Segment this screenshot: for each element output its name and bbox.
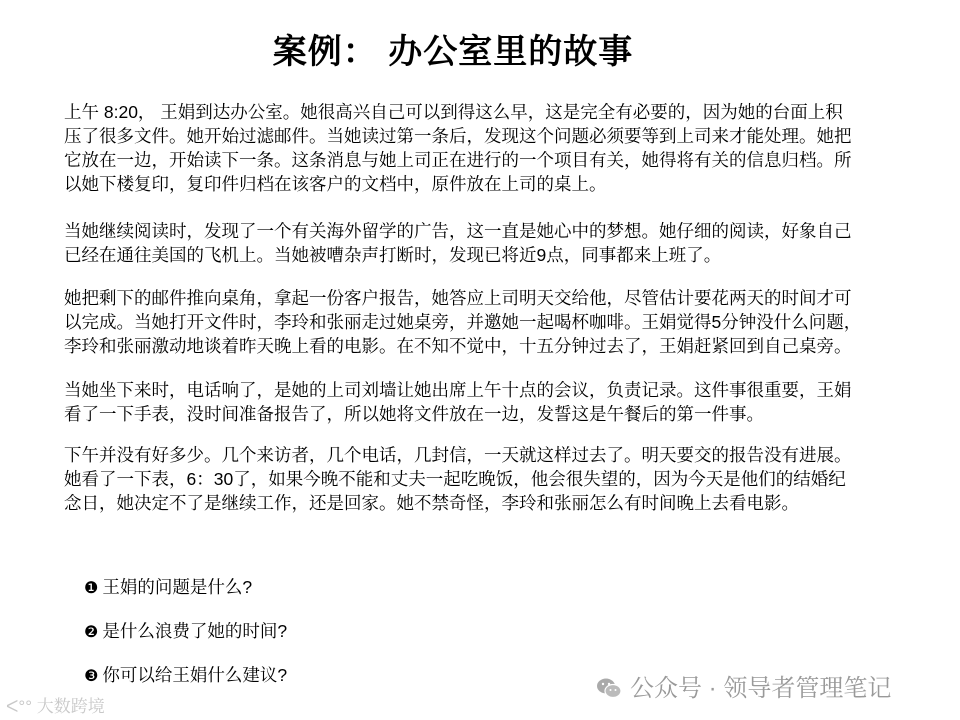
question-text: 是什么浪费了她的时间? [102, 621, 288, 641]
number-badge: ❶ [84, 580, 99, 597]
paragraph-line: 她看了一下表，6：30了，如果今晚不能和丈夫一起吃晚饭，他会很失望的，因为今天是他们的结婚纪 [64, 469, 846, 489]
logo-watermark [6, 692, 105, 717]
number-badge: ❷ [84, 624, 99, 641]
paragraph-2 [64, 219, 924, 267]
paragraph-line: 以她下楼复印，复印件归档在该客户的文档中，原件放在上司的桌上。 [64, 174, 607, 194]
number-badge: ❸ [84, 668, 99, 685]
question-3 [84, 662, 287, 687]
paragraph-line: 看了一下手表，没时间准备报告了，所以她将文件放在一边，发誓这是午餐后的第一件事。 [64, 404, 764, 424]
paragraph-line: 它放在一边，开始读下一条。这条消息与她上司正在进行的一个项目有关，她得将有关的信息归档。所 [64, 150, 852, 170]
paragraph-line: 已经在通往美国的飞机上。当她被嘈杂声打断时，发现已将近9点，同事都来上班了。 [64, 245, 722, 265]
paragraph-5 [64, 443, 924, 515]
question-text: 王娟的问题是什么? [102, 577, 253, 597]
slide-title: 案例： 办公室里的故事 [272, 33, 634, 71]
paragraph-line: 上午 8:20， 王娟到达办公室。她很高兴自己可以到得这么早，这是完全有必要的，因为她的台面上积 [64, 102, 843, 122]
paragraph-line: 压了很多文件。她开始过滤邮件。当她读过第一条后，发现这个问题必须要等到上司来才能处理。她把 [64, 126, 852, 146]
paragraph-4 [64, 378, 924, 426]
wechat-icon [596, 677, 622, 699]
logo-mark-icon: ᐸ°° [6, 697, 32, 716]
question-text: 你可以给王娟什么建议? [102, 665, 288, 685]
paragraph-3 [64, 286, 924, 358]
paragraph-line: 以完成。当她打开文件时，李玲和张丽走过她桌旁，并邀她一起喝杯咖啡。王娟觉得5分钟没什么问题， [64, 312, 862, 332]
paragraph-1 [64, 100, 924, 196]
paragraph-line: 李玲和张丽激动地谈着昨天晚上看的电影。在不知不觉中，十五分钟过去了，王娟赶紧回到自己桌旁。 [64, 336, 852, 356]
question-2 [84, 618, 287, 643]
wechat-watermark [596, 668, 891, 703]
question-1 [84, 574, 252, 599]
wechat-watermark-text: 公众号 · 领导者管理笔记 [630, 675, 892, 702]
paragraph-line: 当她继续阅读时，发现了一个有关海外留学的广告，这一直是她心中的梦想。她仔细的阅读，好象自己 [64, 221, 852, 241]
paragraph-line: 她把剩下的邮件推向桌角，拿起一份客户报告，她答应上司明天交给他，尽管估计要花两天的时间才可 [64, 288, 852, 308]
paragraph-line: 当她坐下来时，电话响了，是她的上司刘墙让她出席上午十点的会议，负责记录。这件事很重要，王娟 [64, 380, 852, 400]
paragraph-line: 下午并没有好多少。几个来访者，几个电话，几封信，一天就这样过去了。明天要交的报告没有进展。 [64, 445, 852, 465]
logo-watermark-text: 大数跨境 [36, 697, 105, 716]
paragraph-line: 念日，她决定不了是继续工作，还是回家。她不禁奇怪，李玲和张丽怎么有时间晚上去看电影。 [64, 493, 799, 513]
